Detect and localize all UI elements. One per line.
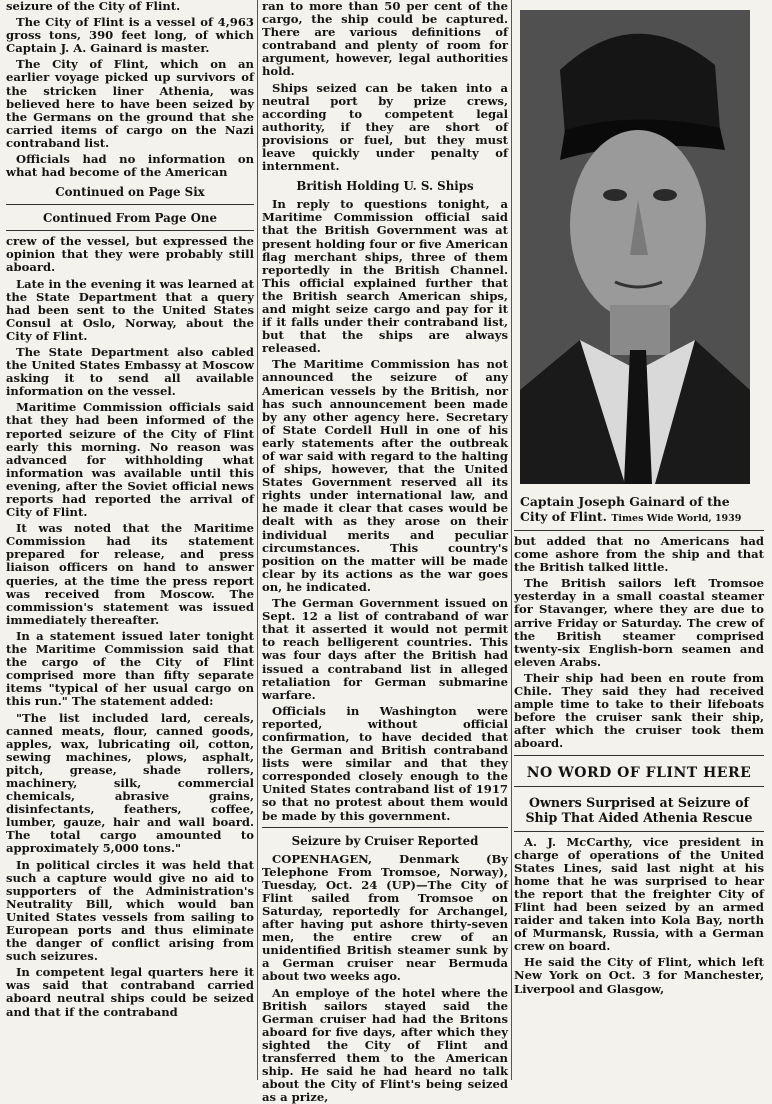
paragraph: A. J. McCarthy, vice president in charge of operations of the United States Lines, said last night at his home that he was surprised to hear the report that the freighter City of Flint had been seized by an armed raider and taken into Kola Bay, north of Murmansk, Russia, with a German crew on board. xyxy=(514,834,764,954)
paragraph: He said the City of Flint, which left New York on Oct. 3 for Manchester, Liverpool and Glasgow, xyxy=(514,955,764,996)
paragraph xyxy=(262,853,508,984)
paragraph: seizure of the City of Flint. xyxy=(6,0,181,13)
paragraph: The British sailors left Tromsoe yesterday in a small coastal steamer for Stavanger, where they are due to arrive Friday or Saturday. The crew of the British steamer comprised twenty-six English-born seamen and eleven Arabs. xyxy=(514,576,764,669)
paragraph-text: —The City of Flint sailed from Tromsoe on Saturday, reportedly for Archangel, after having put ashore thirty-seven men, the entire crew of an unidentified British steamer sunk by a German cruiser near Bermuda about two weeks ago. xyxy=(262,877,508,984)
photo-credit: Times Wide World, 1939 xyxy=(611,513,742,524)
paragraph: Late in the evening it was learned at the State Department that a query had been sent to the United States Consul at Oslo, Norway, about the City of Flint. xyxy=(6,276,254,343)
divider xyxy=(514,530,764,531)
paragraph: In political circles it was held that such a capture would give no aid to supporters of the Administration's Neutrality Bill, which would ban United States vessels from sailing to European ports and thus eliminate the danger of conflict arising from such seizures. xyxy=(6,857,254,964)
subheading: Seizure by Cruiser Reported xyxy=(291,833,479,848)
paragraph: The City of Flint is a vessel of 4,963 gross tons, 390 feet long, of which Captain J. A. Gainard is master. xyxy=(6,15,254,56)
paragraph: Maritime Commission officials said that they had been informed of the reported seizure of the City of Flint early this morning. No reason was advanced for withholding what information was available until this evening, after the Soviet official news reports had reported the arrival of City of Flint. xyxy=(6,400,254,520)
paragraph: "The list included lard, cereals, canned meats, flour, canned goods, apples, wax, lubricating oil, cotton, sewing machines, plows, asphalt, pitch, grease, shade rollers, machinery, silk, commercial chemicals, abrasive grains, disinfectants, feathers, coffee, lumber, gauze, hair and wall board. The total cargo amounted to approximately 5,000 tons." xyxy=(6,710,254,856)
portrait-image xyxy=(520,10,750,484)
paragraph: An employe of the hotel where the British sailors stayed said the German cruiser had had the Britons aboard for five days, after which they sighted the City of Flint and transferred them to the American ship. He said he had heard no talk about the City of Flint's being seized as a prize, xyxy=(262,985,508,1104)
paragraph: The Maritime Commission has not announced the seizure of any American vessels by the British, nor has such announcement been made by any other agency here. Secretary of State Cordell Hull in one of his early statements after the outbreak of war said with regard to the halting of ships, however, that the United States Government reserved all its rights under international law, and he made it clear that cases would be dealt with as they arose on their individual merits and peculiar circumstances. This country's position on the matter will be made clear by its actions as the war goes on, he indicated. xyxy=(262,357,508,594)
subheading: British Holding U. S. Ships xyxy=(296,179,474,194)
captain-portrait-photo xyxy=(520,10,750,484)
paragraph: Officials in Washington were reported, without official confirmation, to have decided that the German and British contraband lists were similar and that they corresponded closely enough to the United States contraband list of 1917 so that no protest about them would be made by this government. xyxy=(262,703,508,823)
paragraph: The City of Flint, which on an earlier voyage picked up survivors of the stricken liner Athenia, was believed here to have been seized by the Germans on the ground that she carried items of cargo on the Nazi contraband list. xyxy=(6,57,254,150)
divider xyxy=(514,755,764,756)
dateline: COPENHAGEN, Denmark (By Telephone From Tromsoe, Norway), Tuesday, Oct. 24 (UP) xyxy=(262,851,508,892)
paragraph: ran to more than 50 per cent of the cargo, the ship could be captured. There are various definitions of contraband and plenty of room for argument, however, legal authorities hold. xyxy=(262,0,508,79)
divider xyxy=(262,827,508,828)
paragraph: Their ship had been en route from Chile. They said they had received ample time to take to their lifeboats before the cruiser sank their ship, after which the cruiser took them aboard. xyxy=(514,670,764,751)
column-rule xyxy=(257,0,258,1080)
jump-line-out: Continued on Page Six xyxy=(55,185,205,200)
headline-deck: Owners Surprised at Seizure of Ship That Aided Athenia Rescue xyxy=(525,794,753,825)
headline: NO WORD OF FLINT HERE xyxy=(526,764,752,781)
divider xyxy=(514,831,764,832)
paragraph: The State Department also cabled the United States Embassy at Moscow asking it to send all available information on the vessel. xyxy=(6,344,254,399)
paragraph: In a statement issued later tonight the Maritime Commission said that the cargo of the City of Flint comprised more than fifty separate items "typical of her usual cargo on this run." The statement added: xyxy=(6,628,254,709)
paragraph: but added that no Americans had come ashore from the ship and that the British talked little. xyxy=(514,534,764,575)
article-column-2 xyxy=(262,0,508,1104)
paragraph: Ships seized can be taken into a neutral port by prize crews, according to competent legal authority, if they are short of provisions or fuel, but they must leave quickly under penalty of internment. xyxy=(262,80,508,174)
article-column-1 xyxy=(6,0,254,1080)
paragraph: In competent legal quarters here it was said that contraband carried aboard neutral ships could be seized and that if the contraband xyxy=(6,965,254,1019)
divider xyxy=(6,204,254,205)
caption-text: Captain Joseph Gainard of the City of Flint. xyxy=(520,494,730,524)
jump-line-in: Continued From Page One xyxy=(42,211,218,226)
divider xyxy=(514,786,764,787)
paragraph: crew of the vessel, but expressed the opinion that they were probably still aboard. xyxy=(6,234,254,275)
paragraph: It was noted that the Maritime Commission had its statement prepared for release, and press liaison officers on hand to answer queries, at the time the press report was received from Moscow. The commission's statement was issued immediately thereafter. xyxy=(6,521,254,627)
paragraph: The German Government issued on Sept. 12 a list of contraband of war that it asserted it would not permit to reach belligerent countries. This was four days after the British had issued a contraband list in alleged retaliation for German submarine warfare. xyxy=(262,596,508,702)
article-column-3 xyxy=(514,0,764,1080)
paragraph: In reply to questions tonight, a Maritime Commission official said that the British Government was at present holding four or five American flag merchant ships, three of them reportedly in the British Channel. This official explained further that the British search American ships, and might seize cargo and pay for it if it falls under their contraband list, but that the ships are always released. xyxy=(262,197,508,356)
paragraph: Officials had no information on what had become of the American xyxy=(6,152,254,180)
photo-caption xyxy=(520,494,760,526)
divider xyxy=(6,230,254,231)
column-rule xyxy=(511,0,512,1080)
